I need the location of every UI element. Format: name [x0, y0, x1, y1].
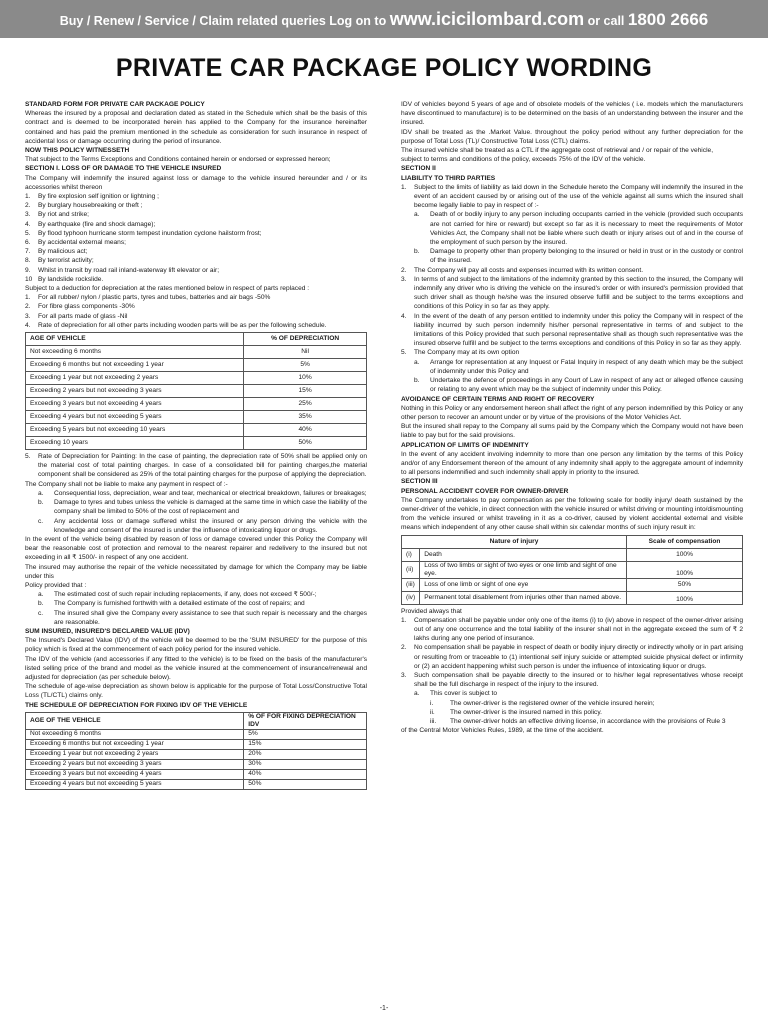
list-marker: c. — [38, 609, 44, 617]
website-link[interactable]: www.icicilombard.com — [389, 9, 585, 29]
list-text: The owner-driver is the insured named in this policy. — [450, 708, 602, 716]
page-number: -1- — [379, 1005, 389, 1012]
list-item — [401, 643, 743, 671]
page-title: PRIVATE CAR PACKAGE POLICY WORDING — [115, 54, 653, 82]
list-marker: 5. — [25, 453, 31, 461]
list-item — [25, 498, 367, 516]
depreciation-list — [25, 293, 367, 330]
list-text: Consequential loss, depreciation, wear and tear, mechanical or electrical breakdown, failures or breakages; — [54, 489, 367, 497]
list-text: Death of or bodily injury to any person including occupants carried in the vehicle (provided such occupants are not carried for hire or reward) but except so far as it is necessary to meet the requirements of Motor Vehicles Act, the Company shall not be liable where such death or injury arises out of and in the course of the employment of such person by the insured. — [430, 211, 743, 247]
paragraph: In the event of the vehicle being disabled by reason of loss or damage covered under this Policy the Company will bear the reasonable cost of protection and removal to the nearest repairer and redelivery to the insured but not exceeding in all ₹ 1500/- in respect of any one accident. — [25, 535, 367, 562]
idv-depreciation-table — [25, 712, 367, 790]
right-column — [401, 100, 743, 735]
list-text: By accidental external means; — [38, 239, 126, 247]
table-cell: 10% — [244, 372, 367, 385]
top-banner — [0, 0, 768, 38]
list-text: The Company is furnished forthwith with a detailed estimate of the cost of repairs; and — [54, 600, 305, 608]
list-text: This cover is subject to — [430, 690, 498, 698]
list-marker: i. — [430, 699, 434, 707]
paragraph: subject to terms and conditions of the policy, exceeds 75% of the IDV of the vehicle. — [401, 156, 646, 164]
list-marker: 4. — [25, 220, 31, 228]
list-item — [401, 376, 743, 394]
list-marker: 2. — [401, 266, 407, 274]
list-item — [401, 348, 743, 357]
table-row — [26, 437, 367, 450]
list-item — [25, 266, 367, 275]
list-text: By burglary housebreaking or theft ; — [38, 202, 143, 210]
list-text: Damage to tyres and tubes unless the vehicle is damaged at the same time in which case the liability of the company shall be limited to 50% of the cost of replacement and — [54, 499, 367, 516]
table-cell: Exceeding 6 months but not exceeding 1 year — [26, 739, 244, 749]
list-item — [25, 229, 367, 238]
table-cell: 100% — [627, 561, 743, 578]
list-item — [25, 192, 367, 201]
list-text: No compensation shall be payable in respect of death or bodily injury directly or indirectly wholly or in part arising or resulting from or traceable to (1) intentional self injury suicide or attempted suicide physical defect or infirmity or (2) an accident happening whilst such person is under the influence of intoxicating liquor or drugs. — [414, 644, 743, 670]
list-text: By malicious act; — [38, 248, 88, 256]
table-cell: Not exceeding 6 months — [26, 729, 244, 739]
list-item — [401, 708, 743, 717]
list-marker: 1. — [25, 294, 31, 302]
list-item — [25, 590, 367, 599]
table-row — [26, 398, 367, 411]
paragraph: The Company shall not be liable to make any payment in respect of :- — [25, 480, 228, 488]
list-text: Rate of depreciation for all other parts including wooden parts will be as per the following schedule. — [38, 321, 327, 329]
list-text: The Company will pay all costs and expenses incurred with its written consent. — [414, 266, 644, 274]
list-marker: 1. — [401, 183, 407, 191]
list-marker: 1. — [401, 616, 407, 624]
table-cell: Exceeding 3 years but not exceeding 4 years — [26, 769, 244, 779]
list-item — [401, 358, 743, 376]
list-item — [25, 312, 367, 321]
list-marker: 8. — [25, 257, 31, 265]
list-item — [25, 489, 367, 498]
column-header: % OF DEPRECIATION — [244, 333, 367, 346]
list-item — [25, 275, 367, 284]
list-item — [25, 321, 367, 330]
table-cell: Exceeding 1 year but not exceeding 2 years — [26, 372, 244, 385]
table-cell: (ii) — [402, 561, 420, 578]
list-item — [401, 616, 743, 644]
phone-number[interactable]: 1800 2666 — [627, 10, 709, 29]
list-text: For all rubber/ nylon / plastic parts, tyres and tubes, batteries and air bags -50% — [38, 294, 271, 302]
list-marker: iii. — [430, 717, 437, 725]
list-text: Arrange for representation at any Inquest or Fatal Inquiry in respect of any death which may be the subject of indemnity under this Policy and — [430, 358, 743, 375]
list-marker: 4. — [401, 312, 407, 320]
column-header: % OF FOR FIXING DEPRECIATION IDV — [244, 712, 367, 729]
heading-third-party-liability: LIABILITY TO THIRD PARTIES — [401, 174, 496, 182]
list-item — [401, 717, 743, 726]
table-row — [26, 424, 367, 437]
paragraph: That subject to the Terms Exceptions and Conditions contained herein or endorsed or expressed hereon; — [25, 156, 331, 164]
paragraph: But the insured shall repay to the Company all sums paid by the Company which the Company would not have been liable to pay but for the said provisions. — [401, 423, 743, 440]
table-row — [26, 346, 367, 359]
table-cell: Permanent total disablement from injuries other than named above. — [420, 591, 627, 604]
list-item — [25, 201, 367, 210]
table-cell: 5% — [244, 729, 367, 739]
list-item — [25, 238, 367, 247]
table-cell: (iii) — [402, 578, 420, 591]
table-row — [26, 749, 367, 759]
list-item — [25, 220, 367, 229]
list-text: Compensation shall be payable under only one of the items (i) to (iv) above in respect of the owner-driver arising out of any one occurrence and the total liability of the insurer shall not in the aggregate exceed the sum of ₹ 2 lakhs during any one period of insurance. — [414, 616, 743, 643]
list-text: Whilst in transit by road rail inland-waterway lift elevator or air; — [38, 266, 220, 274]
table-row — [26, 739, 367, 749]
table-row — [26, 729, 367, 739]
list-marker: 3. — [25, 211, 31, 219]
list-text: Undertake the defence of proceedings in any Court of Law in respect of any act or alleged offence causing or relating to any event which may be the subject of indemnity under this Policy. — [430, 377, 743, 394]
paragraph: The insured vehicle shall be treated as a CTL if the aggregate cost of retrieval and / or repair of the vehicle, — [401, 147, 714, 155]
heading-limits-of-indemnity: APPLICATION OF LIMITS OF INDEMNITY — [401, 441, 529, 449]
table-cell: (i) — [402, 548, 420, 561]
list-marker: 4. — [25, 321, 31, 329]
table-cell: 40% — [244, 769, 367, 779]
list-item — [25, 517, 367, 535]
paragraph: The Company undertakes to pay compensation as per the following scale for bodily injury/ death sustained by the owner-driver of the vehicle, in direct connection with the vehicle insured or whilst driving or mounting into/dismounting from the vehicle insured or whilst traveling in it as a co-driver, caused by violent accidental external and visible means which independent of any other cause shall within six calendar months of such injury result in: — [401, 496, 743, 532]
list-text: Subject to the limits of liability as laid down in the Schedule hereto the Company will indemnify the insured in the event of an accident caused by or arising out of the use of the vehicle against all sums which the insured shall become legally liable to pay in respect of :- — [414, 183, 743, 210]
list-marker: 10 — [25, 275, 33, 283]
table-row — [402, 591, 743, 604]
banner-text: Buy / Renew / Service / Claim related queries Log on to — [59, 14, 387, 28]
list-marker: a. — [414, 358, 420, 366]
column-header: AGE OF THE VEHICLE — [26, 712, 244, 729]
banner-text-or: or call — [587, 14, 625, 28]
list-marker: c. — [38, 517, 44, 525]
table-row — [26, 411, 367, 424]
list-marker: 6. — [25, 239, 31, 247]
left-column — [25, 100, 367, 792]
table-row — [26, 769, 367, 779]
table-header-row — [26, 333, 367, 346]
list-text: The estimated cost of such repair including replacements, if any, does not exceed ₹ 500/-; — [54, 591, 317, 599]
table-cell: Exceeding 2 years but not exceeding 3 years — [26, 385, 244, 398]
list-text: Rate of Depreciation for Painting: In the case of painting, the depreciation rate of 50% shall be applied only on the material cost of total painting charges. In case of a consolidated bill for painting charges,the material component shall be considered as 25% of the total painting charges for the purpose of applying the depreciation. — [38, 453, 367, 479]
list-text: In terms of and subject to the limitations of the indemnity granted by this section to the insured, the Company will indemnify any driver who is driving the vehicle on the insured's order or with insured's permission provided that such driver shall as though he/she was the insured observe fulfill and be subject to the terms exceptions and conditions of this Policy in so far as they apply. — [414, 275, 743, 311]
heading-section-2: SECTION II — [401, 165, 436, 173]
table-cell: Exceeding 5 years but not exceeding 10 years — [26, 424, 244, 437]
table-row — [26, 759, 367, 769]
heading-section-1: SECTION I. LOSS OF OR DAMAGE TO THE VEHICLE INSURED — [25, 165, 222, 173]
list-marker: 9. — [25, 266, 31, 274]
table-header-row — [26, 712, 367, 729]
table-cell: 100% — [627, 591, 743, 604]
paragraph: Subject to a deduction for depreciation at the rates mentioned below in respect of parts replaced : — [25, 285, 310, 293]
table-cell: Not exceeding 6 months — [26, 346, 244, 359]
list-marker: 5. — [401, 349, 407, 357]
list-marker: 5. — [25, 229, 31, 237]
paragraph: Policy provided that : — [25, 581, 87, 589]
list-item — [401, 671, 743, 689]
heading-idv-schedule: THE SCHEDULE OF DEPRECIATION FOR FIXING IDV OF THE VEHICLE — [25, 701, 248, 709]
list-item — [25, 599, 367, 608]
list-marker: 3. — [25, 312, 31, 320]
table-cell: 40% — [244, 424, 367, 437]
table-cell: 25% — [244, 398, 367, 411]
list-item — [25, 256, 367, 265]
table-cell: 20% — [244, 749, 367, 759]
table-cell: 100% — [627, 548, 743, 561]
paragraph: Nothing in this Policy or any endorsement hereon shall affect the right of any person indemnified by this Policy or any other person to recover an amount under or by virtue of the provisions of the Motor Vehicles Act. — [401, 404, 743, 421]
heading-standard-form: STANDARD FORM FOR PRIVATE CAR PACKAGE POLICY — [25, 101, 205, 108]
list-text: Damage to property other than property belonging to the insured or held in trust or in the custody or control of the insured. — [430, 248, 743, 265]
paragraph: The schedule of age-wise depreciation as shown below is applicable for the purpose of Total Loss/Constructive Total Loss (TL/CTL) claims only. — [25, 683, 367, 700]
paragraph: The IDV of the vehicle (and accessories if any fitted to the vehicle) is to be fixed on the basis of the manufacturer's listed selling price of the brand and model as the vehicle insured at the commencement of insurance/renewal and adjusted for depreciation (as per schedule below). — [25, 655, 367, 681]
list-item — [401, 312, 743, 349]
table-cell: 5% — [244, 359, 367, 372]
paragraph: of the Central Motor Vehicles Rules, 1989, at the time of the accident. — [401, 727, 604, 735]
list-text: For all parts made of glass -Nil — [38, 312, 128, 320]
list-text: The owner-driver holds an effective driving license, in accordance with the provisions of Rule 3 — [450, 717, 726, 725]
table-cell: Exceeding 2 years but not exceeding 3 years — [26, 759, 244, 769]
list-item — [25, 609, 367, 627]
list-item — [401, 210, 743, 247]
table-cell: 30% — [244, 759, 367, 769]
list-item — [401, 266, 743, 275]
list-item — [401, 247, 743, 265]
list-text: The Company may at its own option — [414, 349, 520, 357]
heading-avoidance: AVOIDANCE OF CERTAIN TERMS AND RIGHT OF RECOVERY — [401, 395, 595, 403]
list-item — [401, 183, 743, 211]
paragraph: The Insured's Declared Value (IDV) of the vehicle will be deemed to be the 'SUM INSURED' for the purpose of this policy which is fixed at the commencement of each policy period for the insured vehicle. — [25, 637, 367, 654]
list-item — [401, 275, 743, 312]
table-cell: 50% — [244, 779, 367, 789]
list-item — [25, 452, 367, 480]
table-row — [26, 385, 367, 398]
list-marker: 3. — [401, 275, 407, 283]
list-marker: 1. — [25, 193, 31, 201]
list-item — [25, 302, 367, 311]
heading-personal-accident: PERSONAL ACCIDENT COVER FOR OWNER-DRIVER — [401, 487, 569, 495]
column-header: Scale of compensation — [627, 535, 743, 548]
list-marker: a. — [414, 211, 420, 219]
table-row — [402, 548, 743, 561]
table-cell: Exceeding 6 months but not exceeding 1 year — [26, 359, 244, 372]
list-marker: 3. — [401, 671, 407, 679]
list-text: By terrorist activity; — [38, 257, 94, 265]
list-marker: a. — [38, 489, 44, 497]
list-marker: b. — [38, 600, 44, 608]
list-marker: 7. — [25, 248, 31, 256]
list-item — [25, 247, 367, 256]
table-row — [26, 779, 367, 789]
list-text: For fibre glass components -30% — [38, 303, 135, 311]
list-marker: a. — [414, 690, 420, 698]
list-marker: 2. — [401, 644, 407, 652]
paragraph: The insured may authorise the repair of the vehicle necessitated by damage for which the Company may be liable under this — [25, 563, 367, 580]
list-text: In the event of the death of any person entitled to indemnity under this policy the Company will in respect of the liability incurred by such person indemnify his/her personal representative in terms of and subject to the limitations of this Policy provided that such personal representative shall as though such representative was the insured observe fulfill and be subject to the terms exceptions and conditions of this Policy in so far as they apply. — [414, 312, 743, 348]
list-item — [401, 699, 743, 708]
paragraph: Provided always that — [401, 607, 462, 615]
column-header: Nature of injury — [402, 535, 627, 548]
list-text: Any accidental loss or damage suffered whilst the insured or any person driving the vehicle with the knowledge and consent of the insured is under the influence of intoxicating liquor or drugs. — [54, 517, 367, 534]
table-header-row — [402, 535, 743, 548]
table-row — [26, 372, 367, 385]
table-cell: 50% — [627, 578, 743, 591]
table-cell: Exceeding 4 years but not exceeding 5 years — [26, 779, 244, 789]
table-cell: Death — [420, 548, 627, 561]
list-text: By riot and strike; — [38, 211, 89, 219]
table-cell: 15% — [244, 739, 367, 749]
table-cell: Loss of two limbs or sight of two eyes or one limb and sight of one eye. — [420, 561, 627, 578]
compensation-table — [401, 535, 743, 605]
list-text: By flood typhoon hurricane storm tempest inundation cyclone hailstorm frost; — [38, 229, 262, 237]
table-row — [26, 359, 367, 372]
heading-witnesseth: NOW THIS POLICY WITNESSETH — [25, 147, 130, 155]
list-item — [25, 210, 367, 219]
list-marker: 2. — [25, 202, 31, 210]
list-marker: b. — [38, 499, 44, 507]
table-cell: 50% — [244, 437, 367, 450]
list-text: The insured shall give the Company every assistance to see that such repair is necessary and the charges are reasonable. — [54, 609, 367, 626]
list-text: The owner-driver is the registered owner of the vehicle insured herein; — [450, 699, 655, 707]
paragraph: In the event of any accident involving indemnity to more than one person any limitation by the terms of this Policy and/or of any Endorsement thereon of the amount of any indemnity shall apply to the aggregate amount of indemnity to all persons indemnified and such indemnity shall apply in priority to the insured. — [401, 450, 743, 477]
list-text: By landslide rockslide. — [38, 275, 104, 283]
paragraph: IDV shall be treated as the .Market Value. throughout the policy period without any further depreciation for the purpose of Total Loss (TL)/ Constructive Total Loss (CTL) claims. — [401, 128, 743, 145]
table-row — [402, 561, 743, 578]
table-cell: Nil — [244, 346, 367, 359]
table-row — [402, 578, 743, 591]
heading-section-3: SECTION III — [401, 478, 438, 486]
list-marker: b. — [414, 377, 420, 385]
list-marker: ii. — [430, 708, 435, 716]
depreciation-table — [25, 332, 367, 450]
table-cell: 35% — [244, 411, 367, 424]
list-item — [401, 689, 743, 698]
table-cell: Exceeding 10 years — [26, 437, 244, 450]
perils-list — [25, 192, 367, 284]
table-cell: Exceeding 1 year but not exceeding 2 years — [26, 749, 244, 759]
table-cell: Exceeding 4 years but not exceeding 5 years — [26, 411, 244, 424]
list-text: Such compensation shall be payable directly to the insured or to his/her legal representatives whose receipt shall be the full discharge in respect of the injury to the insured. — [414, 671, 743, 689]
paragraph: The Company will indemnify the insured against loss or damage to the vehicle insured hereunder and / or its accessories whilst thereon — [25, 174, 367, 191]
list-item — [25, 293, 367, 302]
list-marker: a. — [38, 591, 44, 599]
heading-sum-insured: SUM INSURED, INSURED'S DECLARED VALUE (IDV) — [25, 627, 190, 635]
list-marker: b. — [414, 248, 420, 256]
table-cell: 15% — [244, 385, 367, 398]
column-header: AGE OF VEHICLE — [26, 333, 244, 346]
list-text: By earthquake (fire and shock damage); — [38, 220, 156, 228]
table-cell: (iv) — [402, 591, 420, 604]
table-cell: Loss of one limb or sight of one eye — [420, 578, 627, 591]
paragraph: Whereas the insured by a proposal and declaration dated as stated in the Schedule which shall be the basis of this contract and is deemed to be incorporated herein has applied to the Company for the insurance hereinafter contained and has paid the premium mentioned in the schedule as consideration for such insurance in respect of accidental loss or damage occurring during the period of insurance. — [25, 110, 367, 145]
list-text: By fire explosion self ignition or lightning ; — [38, 193, 159, 201]
list-marker: 2. — [25, 303, 31, 311]
paragraph: IDV of vehicles beyond 5 years of age and of obsolete models of the vehicles ( i.e. models which the manufacturers have discontinued to manufacture) is to be determined on the basis of an understanding between the insurer and the insured. — [401, 101, 743, 127]
table-cell: Exceeding 3 years but not exceeding 4 years — [26, 398, 244, 411]
